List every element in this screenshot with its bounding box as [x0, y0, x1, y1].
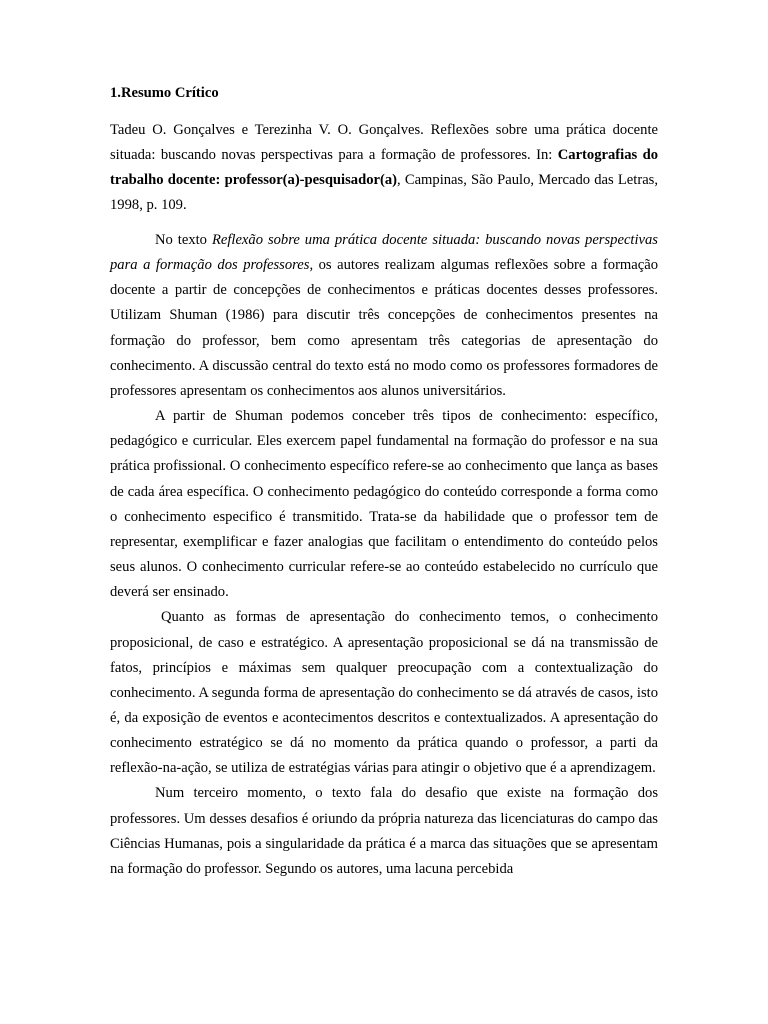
document-body	[110, 228, 658, 882]
reference-book-title: Cartografias do trabalho docente: professor(a)-pesquisador(a)	[110, 147, 659, 188]
paragraph-intro	[110, 228, 658, 404]
bibliographic-reference	[110, 118, 658, 218]
paragraph-intro-rest: , os autores realizam algumas reflexões sobre a formação docente a partir de concepções de conhecimentos e práticas docentes desses professores. Utilizam Shuman (1986) para discutir três concepções de conhecimentos presentes na formação do professor, bem como apresentam três categorias de apresentação do conhecimento. A discussão central do texto está no modo como os professores formadores de professores apresentam os conhecimentos aos alunos universitários.	[110, 257, 659, 399]
section-heading: 1.Resumo Crítico	[110, 85, 219, 101]
paragraph-presentation-forms: Quanto as formas de apresentação do conhecimento temos, o conhecimento proposicional, de caso e estratégico. A apresentação proposicional se dá na transmissão de fatos, princípios e máximas sem qualquer preocupação com a contextualização do conhecimento. A segunda forma de apresentação do conhecimento se dá através de casos, isto é, da exposição de eventos e acontecimentos descritos e contextualizados. A apresentação do conhecimento estratégico se dá no momento da prática quando o professor, a parti da reflexão-na-ação, se utiliza de estratégias várias para atingir o objetivo que é a aprendizagem.	[110, 609, 658, 777]
reference-publication: , Campinas, São Paulo, Mercado das Letras, 1998, p. 109.	[110, 172, 658, 213]
paragraph-challenges: Num terceiro momento, o texto fala do desafio que existe na formação dos professores. Um desses desafios é oriundo da própria natureza das licenciaturas do campo das Ciências Humanas, pois a singularidade da prática é a marca das situações que se apresentam na formação do professor. Segundo os autores, uma lacuna percebida	[110, 785, 658, 877]
article-title: Reflexão sobre uma prática docente situada: buscando novas perspectivas para a formação dos professores	[110, 232, 658, 274]
paragraph-intro-lead: No texto	[155, 232, 212, 248]
reference-authors: Tadeu O. Gonçalves e Terezinha V. O. Gonçalves. Reflexões sobre uma prática docente situada: buscando novas perspectivas para a formação de professores. In:	[110, 122, 658, 163]
paragraph-knowledge-types: A partir de Shuman podemos conceber três tipos de conhecimento: específico, pedagógico e curricular. Eles exercem papel fundamental na formação do professor e na sua prática profissional. O conhecimento específico refere-se ao conhecimento que lança as bases de cada área específica. O conhecimento pedagógico do conteúdo corresponde a forma como o conhecimento especifico é transmitido. Trata-se da habilidade que o professor tem de representar, exemplificar e fazer analogias que facilitam o entendimento do conteúdo pelos seus alunos. O conhecimento curricular refere-se ao conteúdo estabelecido no currículo que deverá ser ensinado.	[110, 408, 658, 601]
